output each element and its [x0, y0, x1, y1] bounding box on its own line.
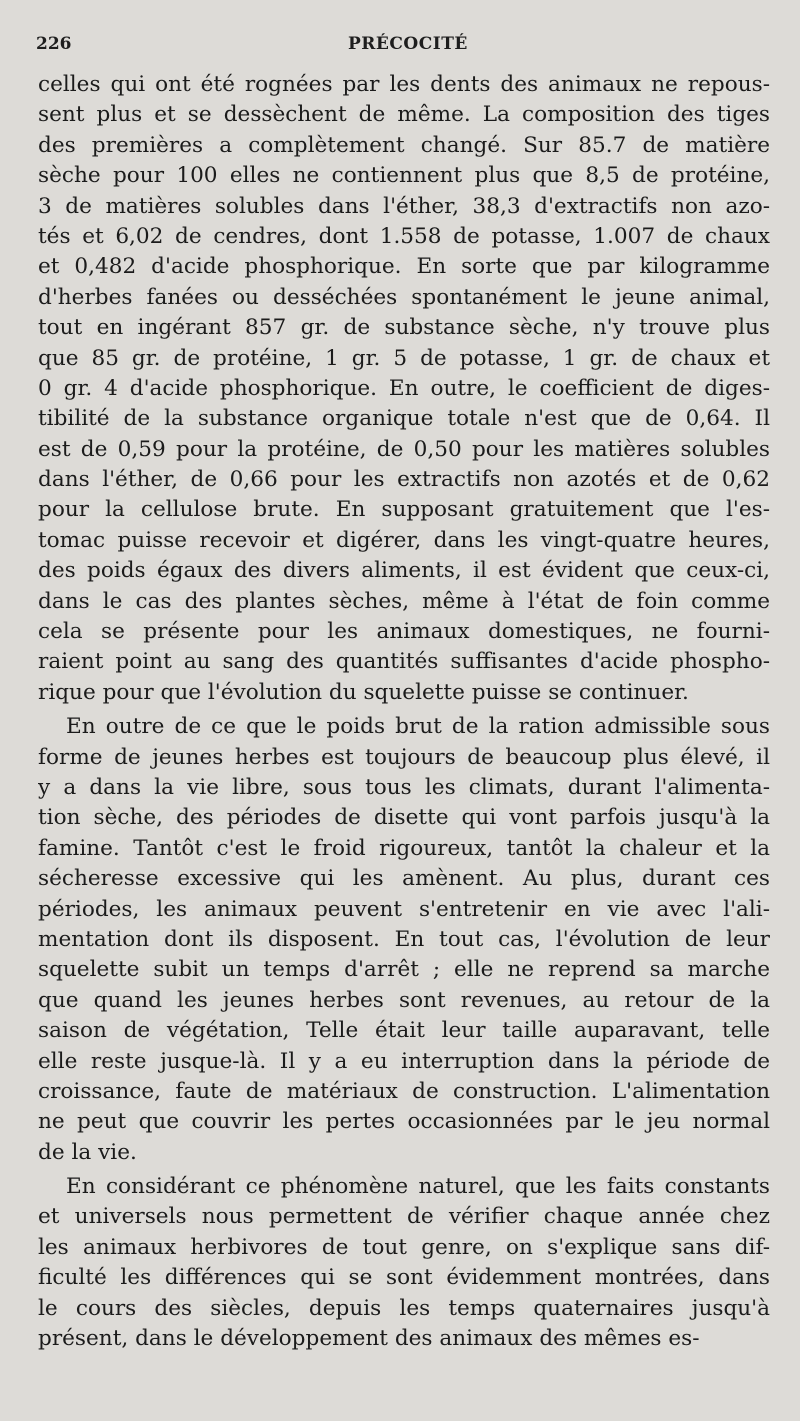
text-line: tion sèche, des périodes de disette qui vont parfois jusqu'à la [38, 805, 770, 831]
text-line: raient point au sang des quantités suffisantes d'acide phospho- [38, 649, 770, 675]
text-line: dans l'éther, de 0,66 pour les extractifs non azotés et de 0,62 [38, 467, 770, 493]
paragraph [38, 1172, 770, 1354]
text-line: cela se présente pour les animaux domestiques, ne fourni- [38, 619, 770, 645]
text-line: mentation dont ils disposent. En tout cas, l'évolution de leur [38, 926, 770, 952]
text-line: périodes, les animaux peuvent s'entretenir en vie avec l'ali- [38, 896, 770, 922]
text-line: dans le cas des plantes sèches, même à l'état de foin comme [38, 588, 770, 614]
running-title: PRÉCOCITÉ [348, 34, 468, 54]
text-line: saison de végétation, Telle était leur taille auparavant, telle [38, 1018, 770, 1044]
text-line: que 85 gr. de protéine, 1 gr. 5 de potasse, 1 gr. de chaux et [38, 345, 770, 371]
text-line: tomac puisse recevoir et digérer, dans les vingt-quatre heures, [38, 527, 770, 553]
text-line: que quand les jeunes herbes sont revenues, au retour de la [38, 987, 770, 1013]
text-line: les animaux herbivores de tout genre, on s'explique sans dif- [38, 1234, 770, 1260]
text-line: famine. Tantôt c'est le froid rigoureux, tantôt la chaleur et la [38, 835, 770, 861]
text-line: 0 gr. 4 d'acide phosphorique. En outre, le coefficient de diges- [38, 375, 770, 401]
text-line: rique pour que l'évolution du squelette puisse se continuer. [38, 679, 689, 705]
paragraph [38, 712, 770, 1168]
text-line: le cours des siècles, depuis les temps quaternaires jusqu'à [38, 1295, 770, 1321]
text-line: forme de jeunes herbes est toujours de beaucoup plus élevé, il [38, 744, 770, 770]
text-line: des poids égaux des divers aliments, il est évident que ceux-ci, [38, 558, 770, 584]
text-line: et 0,482 d'acide phosphorique. En sorte que par kilogramme [38, 254, 770, 280]
text-line: ne peut que couvrir les pertes occasionnées par le jeu normal [38, 1109, 770, 1135]
text-line: elle reste jusque-là. Il y a eu interruption dans la période de [38, 1048, 770, 1074]
text-line: présent, dans le développement des animaux des mêmes es- [38, 1326, 700, 1352]
text-line: tés et 6,02 de cendres, dont 1.558 de potasse, 1.007 de chaux [38, 223, 770, 249]
page-header [36, 34, 776, 58]
text-line: y a dans la vie libre, sous tous les climats, durant l'alimenta- [38, 774, 770, 800]
text-line: 3 de matières solubles dans l'éther, 38,3 d'extractifs non azo- [38, 193, 770, 219]
text-line: tout en ingérant 857 gr. de substance sèche, n'y trouve plus [38, 315, 770, 341]
text-line: sent plus et se dessèchent de même. La composition des tiges [38, 102, 770, 128]
text-line: celles qui ont été rognées par les dents des animaux ne repous- [38, 72, 770, 97]
text-line: est de 0,59 pour la protéine, de 0,50 pour les matières solubles [38, 436, 770, 462]
text-line: En considérant ce phénomène naturel, que les faits constants [66, 1174, 770, 1200]
text-line: et universels nous permettent de vérifier chaque année chez [38, 1204, 770, 1230]
text-line: tibilité de la substance organique totale n'est que de 0,64. Il [38, 406, 770, 432]
text-line: de la vie. [38, 1139, 137, 1165]
text-line: sèche pour 100 elles ne contiennent plus que 8,5 de protéine, [38, 163, 770, 189]
text-line: ficulté les différences qui se sont évidemment montrées, dans [38, 1265, 770, 1291]
page-number: 226 [36, 34, 72, 54]
text-line: des premières a complètement changé. Sur 85.7 de matière [38, 132, 770, 158]
text-line: croissance, faute de matériaux de construction. L'alimentation [38, 1078, 770, 1104]
text-line: En outre de ce que le poids brut de la ration admissible sous [66, 714, 770, 740]
paragraph [38, 70, 770, 708]
text-line: sécheresse excessive qui les amènent. Au plus, durant ces [38, 866, 770, 892]
text-line: pour la cellulose brute. En supposant gratuitement que l'es- [38, 497, 770, 523]
text-line: d'herbes fanées ou desséchées spontanément le jeune animal, [38, 284, 770, 310]
text-line: squelette subit un temps d'arrêt ; elle ne reprend sa marche [38, 957, 770, 983]
body-text [38, 70, 770, 1358]
